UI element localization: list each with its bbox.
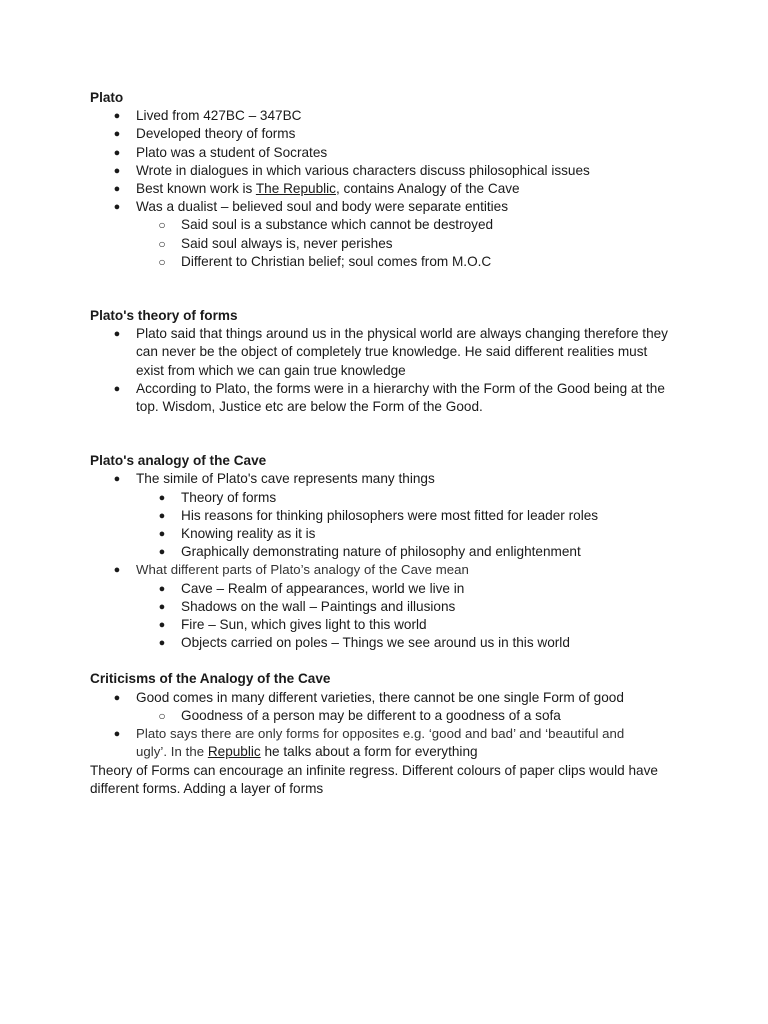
bullet-icon: ● bbox=[113, 564, 121, 577]
bullet-icon: ● bbox=[158, 619, 166, 632]
sub-list-item: ● Graphically demonstrating nature of philosophy and enlightenment bbox=[90, 543, 690, 561]
list-item: ● What different parts of Plato’s analogy of the Cave mean bbox=[90, 561, 690, 579]
sub-list-item: ● Theory of forms bbox=[90, 489, 690, 507]
sub-list-item: ○ Goodness of a person may be different to a goodness of a sofa bbox=[90, 707, 690, 725]
bullet-icon: ● bbox=[113, 691, 121, 704]
bullet-icon: ● bbox=[158, 600, 166, 613]
bullet-icon: ● bbox=[113, 473, 121, 486]
the-republic-link[interactable]: The Republic bbox=[255, 181, 336, 197]
bullet-icon: ● bbox=[113, 110, 121, 123]
sub-list-item: ○ Said soul is a substance which cannot be destroyed bbox=[90, 216, 690, 234]
bullet-icon: ● bbox=[113, 728, 121, 741]
bullet-icon: ● bbox=[158, 528, 166, 541]
bullet-icon: ● bbox=[158, 637, 166, 650]
hollow-bullet-icon: ○ bbox=[158, 218, 166, 233]
sub-list-item: ○ Different to Christian belief; soul comes from M.O.C bbox=[90, 253, 690, 271]
bullet-icon: ● bbox=[113, 128, 121, 141]
bullet-icon: ● bbox=[113, 328, 121, 341]
bullet-icon: ● bbox=[113, 164, 121, 177]
bullet-icon: ● bbox=[158, 546, 166, 559]
section-heading-criticisms: Criticisms of the Analogy of the Cave bbox=[90, 671, 331, 687]
sub-list-item: ● Shadows on the wall – Paintings and illusions bbox=[90, 598, 690, 616]
list-item: ● The simile of Plato's cave represents many things bbox=[90, 470, 690, 488]
document-body bbox=[90, 89, 690, 798]
paragraph: Theory of Forms can encourage an infinite regress. Different colours of paper clips would have different forms. Adding a layer of forms bbox=[90, 762, 658, 796]
list-item: ● Was a dualist – believed soul and body were separate entities bbox=[90, 198, 690, 216]
hollow-bullet-icon: ○ bbox=[158, 236, 166, 251]
bullet-icon: ● bbox=[113, 146, 121, 159]
bullet-icon: ● bbox=[113, 183, 121, 196]
list-item: ● Good comes in many different varieties, there cannot be one single Form of good bbox=[90, 689, 690, 707]
bullet-icon: ● bbox=[158, 582, 166, 595]
hollow-bullet-icon: ○ bbox=[158, 254, 166, 269]
section-heading-plato: Plato bbox=[90, 90, 124, 105]
section-heading-analogy-of-cave: Plato's analogy of the Cave bbox=[90, 453, 267, 469]
bullet-icon: ● bbox=[113, 382, 121, 395]
list-item: ● Wrote in dialogues in which various characters discuss philosophical issues bbox=[90, 162, 690, 180]
section-heading-theory-of-forms: Plato's theory of forms bbox=[90, 308, 238, 324]
sub-list-item: ○ Said soul always is, never perishes bbox=[90, 235, 690, 253]
list-item: ● Developed theory of forms bbox=[90, 125, 690, 143]
sub-list-item: ● Fire – Sun, which gives light to this world bbox=[90, 616, 690, 634]
sub-list-item: ● Cave – Realm of appearances, world we live in bbox=[90, 580, 690, 598]
sub-list-item: ● Knowing reality as it is bbox=[90, 525, 690, 543]
list-item: ● Best known work is The Republic, contains Analogy of the Cave bbox=[90, 180, 690, 198]
list-item: ● Plato said that things around us in the physical world are always changing therefore they can never be the object of completely true knowledge. He said different realities must exist from which we can gain true knowledge bbox=[90, 325, 690, 380]
bullet-icon: ● bbox=[158, 491, 166, 504]
hollow-bullet-icon: ○ bbox=[158, 708, 166, 723]
bullet-icon: ● bbox=[113, 201, 121, 214]
list-item: ● According to Plato, the forms were in a hierarchy with the Form of the Good being at the top. Wisdom, Justice etc are below the Form of the Good. bbox=[90, 380, 690, 416]
list-item: ● Lived from 427BC – 347BC bbox=[90, 107, 690, 125]
bullet-icon: ● bbox=[158, 509, 166, 522]
list-item: ● Plato says there are only forms for opposites e.g. ‘good and bad’ and ‘beautiful and ugly’. In the Republic he talks about a form for everything bbox=[90, 725, 690, 761]
sub-list-item: ● Objects carried on poles – Things we see around us in this world bbox=[90, 634, 690, 652]
list-item: ● Plato was a student of Socrates bbox=[90, 144, 690, 162]
sub-list-item: ● His reasons for thinking philosophers were most fitted for leader roles bbox=[90, 507, 690, 525]
republic-link[interactable]: Republic bbox=[207, 744, 261, 760]
